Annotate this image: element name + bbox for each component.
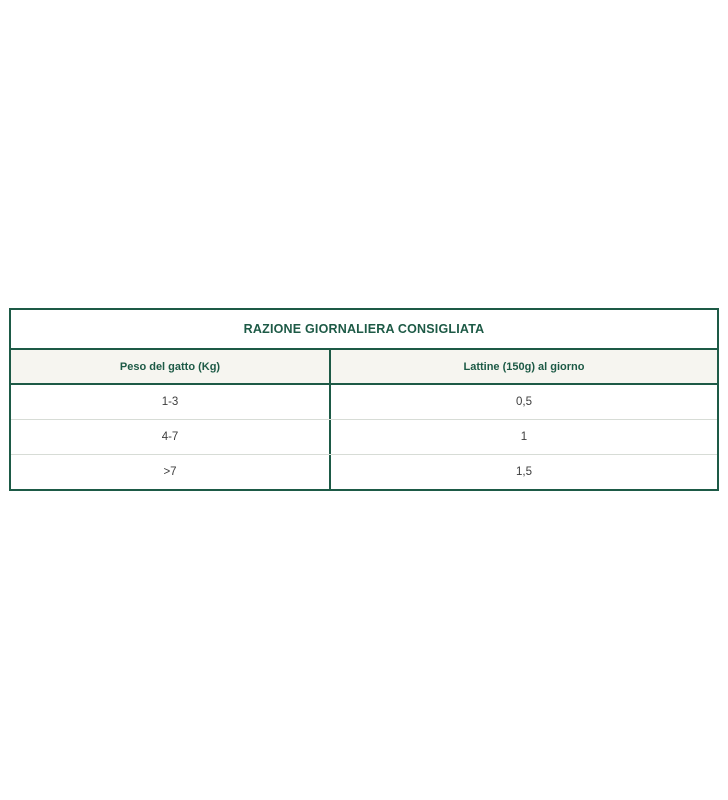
table-header-row xyxy=(11,350,717,385)
table-row xyxy=(11,385,717,420)
table-title: RAZIONE GIORNALIERA CONSIGLIATA xyxy=(11,310,717,350)
cell-cans-per-day: 1 xyxy=(520,431,528,443)
cell-cat-weight: >7 xyxy=(11,455,331,489)
table-row xyxy=(11,420,717,455)
table-row xyxy=(11,455,717,489)
daily-ration-table xyxy=(9,308,719,491)
header-cat-weight: Peso del gatto (Kg) xyxy=(11,350,331,383)
cell-cans-per-day: 1,5 xyxy=(516,466,532,478)
cell-cat-weight: 4-7 xyxy=(11,420,331,454)
cell-cans-per-day: 0,5 xyxy=(516,396,532,408)
header-cans-per-day: Lattine (150g) al giorno xyxy=(463,360,585,373)
cell-cat-weight: 1-3 xyxy=(11,385,331,419)
